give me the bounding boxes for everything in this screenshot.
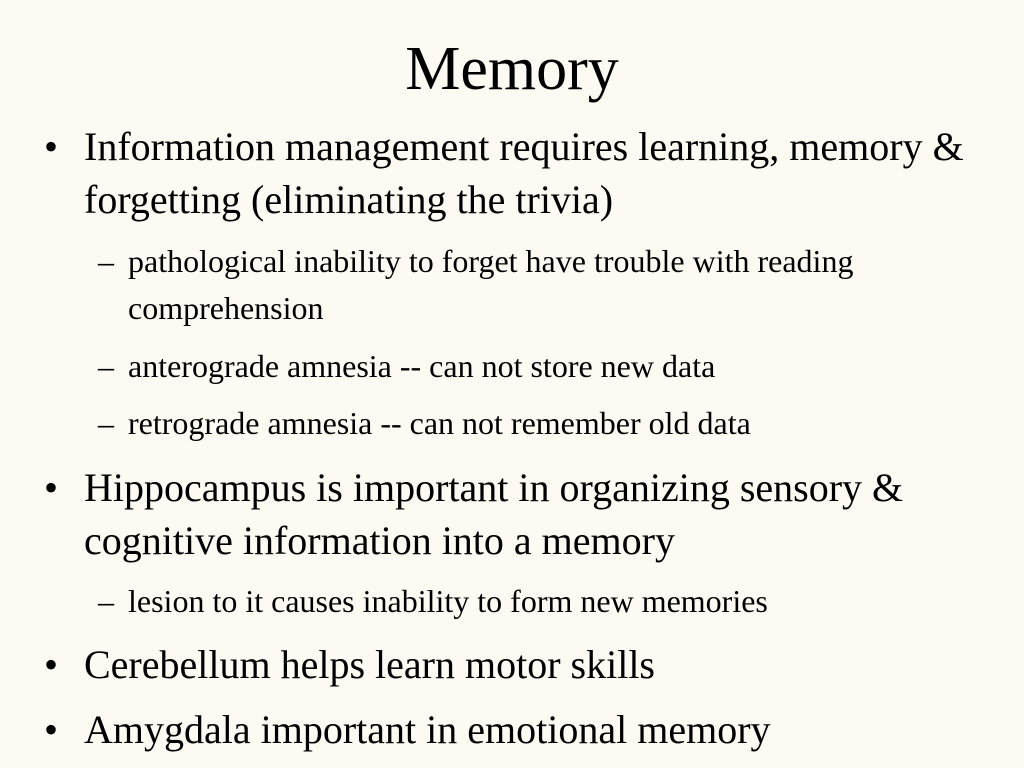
bullet-amygdala xyxy=(44,703,984,756)
sub-bullet-marker: – xyxy=(98,243,114,279)
bullet-marker: • xyxy=(44,707,59,752)
sub-bullet-marker: – xyxy=(98,583,114,619)
sub-bullet-marker: – xyxy=(98,405,114,441)
bullet-marker: • xyxy=(44,642,59,687)
bullet-marker: • xyxy=(44,124,59,169)
bullet-marker: • xyxy=(44,465,59,510)
bullet-cerebellum xyxy=(44,638,984,691)
bullet-text: Cerebellum helps learn motor skills xyxy=(84,642,655,687)
bullet-text: Information management requires learning, memory & forgetting (eliminating the trivia) xyxy=(84,124,964,222)
bullet-information-management xyxy=(44,120,984,226)
sub-bullet-text: anterograde amnesia -- can not store new data xyxy=(128,348,716,384)
sub-bullet-marker: – xyxy=(98,348,114,384)
sub-bullet-text: pathological inability to forget have trouble with reading comprehension xyxy=(128,243,854,326)
sub-bullet-retrograde xyxy=(98,400,978,447)
slide-title: Memory xyxy=(405,35,619,103)
bullet-text: Hippocampus is important in organizing sensory & cognitive information into a memory xyxy=(84,465,904,563)
sub-bullet-text: lesion to it causes inability to form new memories xyxy=(128,583,768,619)
sub-bullet-text: retrograde amnesia -- can not remember old data xyxy=(128,405,751,441)
bullet-hippocampus xyxy=(44,461,984,567)
sub-bullet-pathological xyxy=(98,238,978,332)
bullet-text: Amygdala important in emotional memory xyxy=(84,707,771,752)
sub-bullet-lesion xyxy=(98,578,978,625)
sub-bullet-anterograde xyxy=(98,343,978,390)
